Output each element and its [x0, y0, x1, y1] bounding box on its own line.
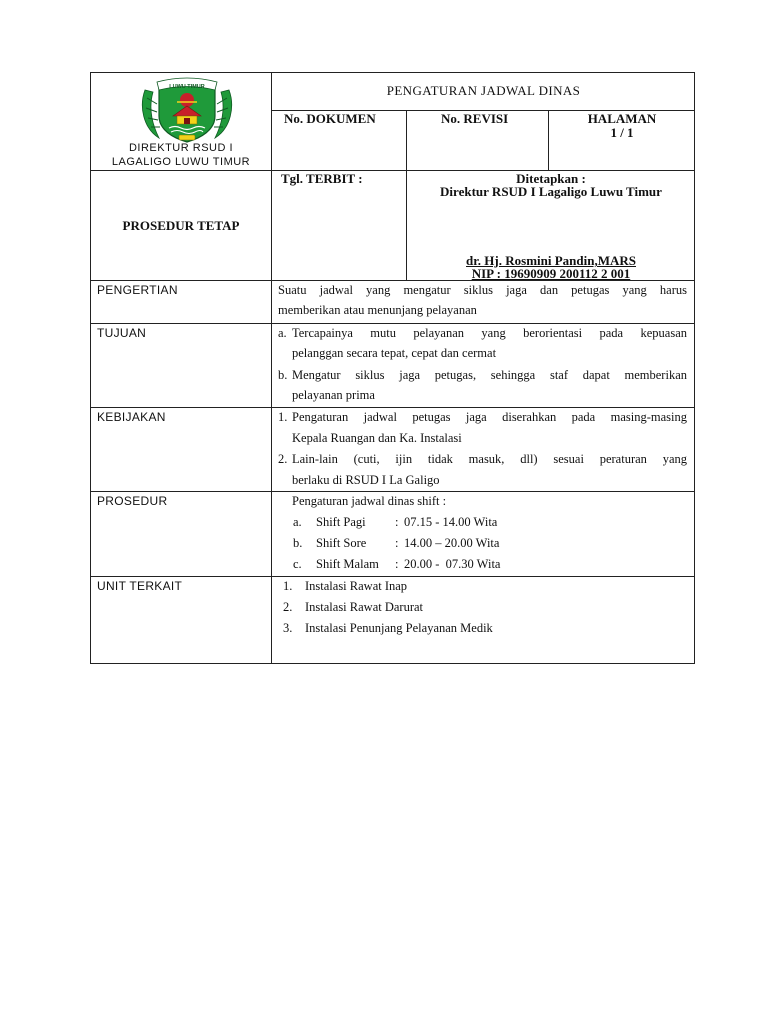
- shift-sore-time: 14.00 – 20.00 Wita: [404, 536, 500, 550]
- unit-item-2: Instalasi Rawat Darurat: [305, 600, 424, 614]
- prosedur-tetap-label: PROSEDUR TETAP: [122, 218, 240, 233]
- director-line-2: LAGALIGO LUWU TIMUR: [111, 156, 251, 168]
- luwu-timur-emblem-icon: [137, 76, 237, 144]
- pengertian-text-line1: Suatu jadwal yang mengatur siklus jaga dan petugas yang harus: [278, 283, 687, 297]
- tujuan-item-b-line2: pelayanan prima: [292, 388, 375, 402]
- tujuan-item-a-line2: pelanggan secara tepat, cepat dan cermat: [292, 346, 497, 360]
- kebijakan-item-2-line1: Lain-lain (cuti, ijin tidak masuk, dll) sesuai peraturan yang: [292, 452, 687, 466]
- shift-pagi-time: 07.15 - 14.00 Wita: [404, 515, 498, 529]
- tujuan-item-b-line1: Mengatur siklus jaga petugas, sehingga staf dapat memberikan: [292, 368, 687, 382]
- row-divider: [91, 491, 695, 492]
- shift-pagi-sep: :: [395, 515, 399, 529]
- shift-sore-sep: :: [395, 536, 399, 550]
- halaman-value: 1 / 1: [610, 125, 634, 140]
- signer-nip: NIP : 19690909 200112 2 001: [471, 266, 631, 281]
- prosedur-marker-a: a.: [293, 515, 302, 529]
- kebijakan-marker-1: 1.: [278, 410, 288, 424]
- unit-marker-2: 2.: [283, 600, 293, 614]
- signer-name: dr. Hj. Rosmini Pandin,MARS: [466, 253, 636, 268]
- no-revisi-label: No. REVISI: [441, 111, 509, 126]
- pengertian-label: PENGERTIAN: [97, 283, 178, 297]
- prosedur-marker-c: c.: [293, 557, 302, 571]
- kebijakan-item-1-line1: Pengaturan jadwal petugas jaga diserahkan pada masing-masing: [292, 410, 687, 424]
- director-line-1: DIREKTUR RSUD I: [128, 142, 234, 154]
- tujuan-label: TUJUAN: [97, 326, 147, 340]
- emblem-banner-text: LUWU TIMUR: [169, 84, 205, 90]
- shift-sore-name: Shift Sore: [316, 536, 367, 550]
- unit-marker-1: 1.: [283, 579, 293, 593]
- unit-marker-3: 3.: [283, 621, 293, 635]
- halaman-label: HALAMAN: [587, 111, 657, 126]
- kebijakan-label: KEBIJAKAN: [97, 410, 166, 424]
- shift-malam-time: 20.00 - 07.30 Wita: [404, 557, 501, 571]
- tujuan-item-a-line1: Tercapainya mutu pelayanan yang berorientasi pada kepuasan: [292, 326, 687, 340]
- tgl-terbit-label: Tgl. TERBIT :: [281, 171, 363, 186]
- document-title: PENGATURAN JADWAL DINAS: [386, 83, 581, 98]
- prosedur-label: PROSEDUR: [97, 494, 168, 508]
- column-divider: [271, 72, 272, 664]
- shift-pagi-name: Shift Pagi: [316, 515, 366, 529]
- pengertian-text-line2: memberikan atau menunjang pelayanan: [278, 303, 477, 317]
- tujuan-marker-a: a.: [278, 326, 287, 340]
- kebijakan-item-2-line2: berlaku di RSUD I La Galigo: [292, 473, 440, 487]
- kebijakan-item-1-line2: Kepala Ruangan dan Ka. Instalasi: [292, 431, 462, 445]
- shift-malam-name: Shift Malam: [316, 557, 379, 571]
- ditetapkan-by: Direktur RSUD I Lagaligo Luwu Timur: [440, 184, 662, 199]
- row-divider: [91, 576, 695, 577]
- kebijakan-marker-2: 2.: [278, 452, 288, 466]
- prosedur-intro: Pengaturan jadwal dinas shift :: [292, 494, 447, 508]
- shift-malam-sep: :: [395, 557, 399, 571]
- row-divider: [91, 323, 695, 324]
- prosedur-marker-b: b.: [293, 536, 303, 550]
- unit-item-1: Instalasi Rawat Inap: [305, 579, 408, 593]
- no-dokumen-label: No. DOKUMEN: [284, 111, 376, 126]
- row-divider: [91, 407, 695, 408]
- unit-item-3: Instalasi Penunjang Pelayanan Medik: [305, 621, 493, 635]
- ditetapkan-label: Ditetapkan :: [516, 171, 586, 186]
- tujuan-marker-b: b.: [278, 368, 288, 382]
- unit-terkait-label: UNIT TERKAIT: [97, 579, 183, 593]
